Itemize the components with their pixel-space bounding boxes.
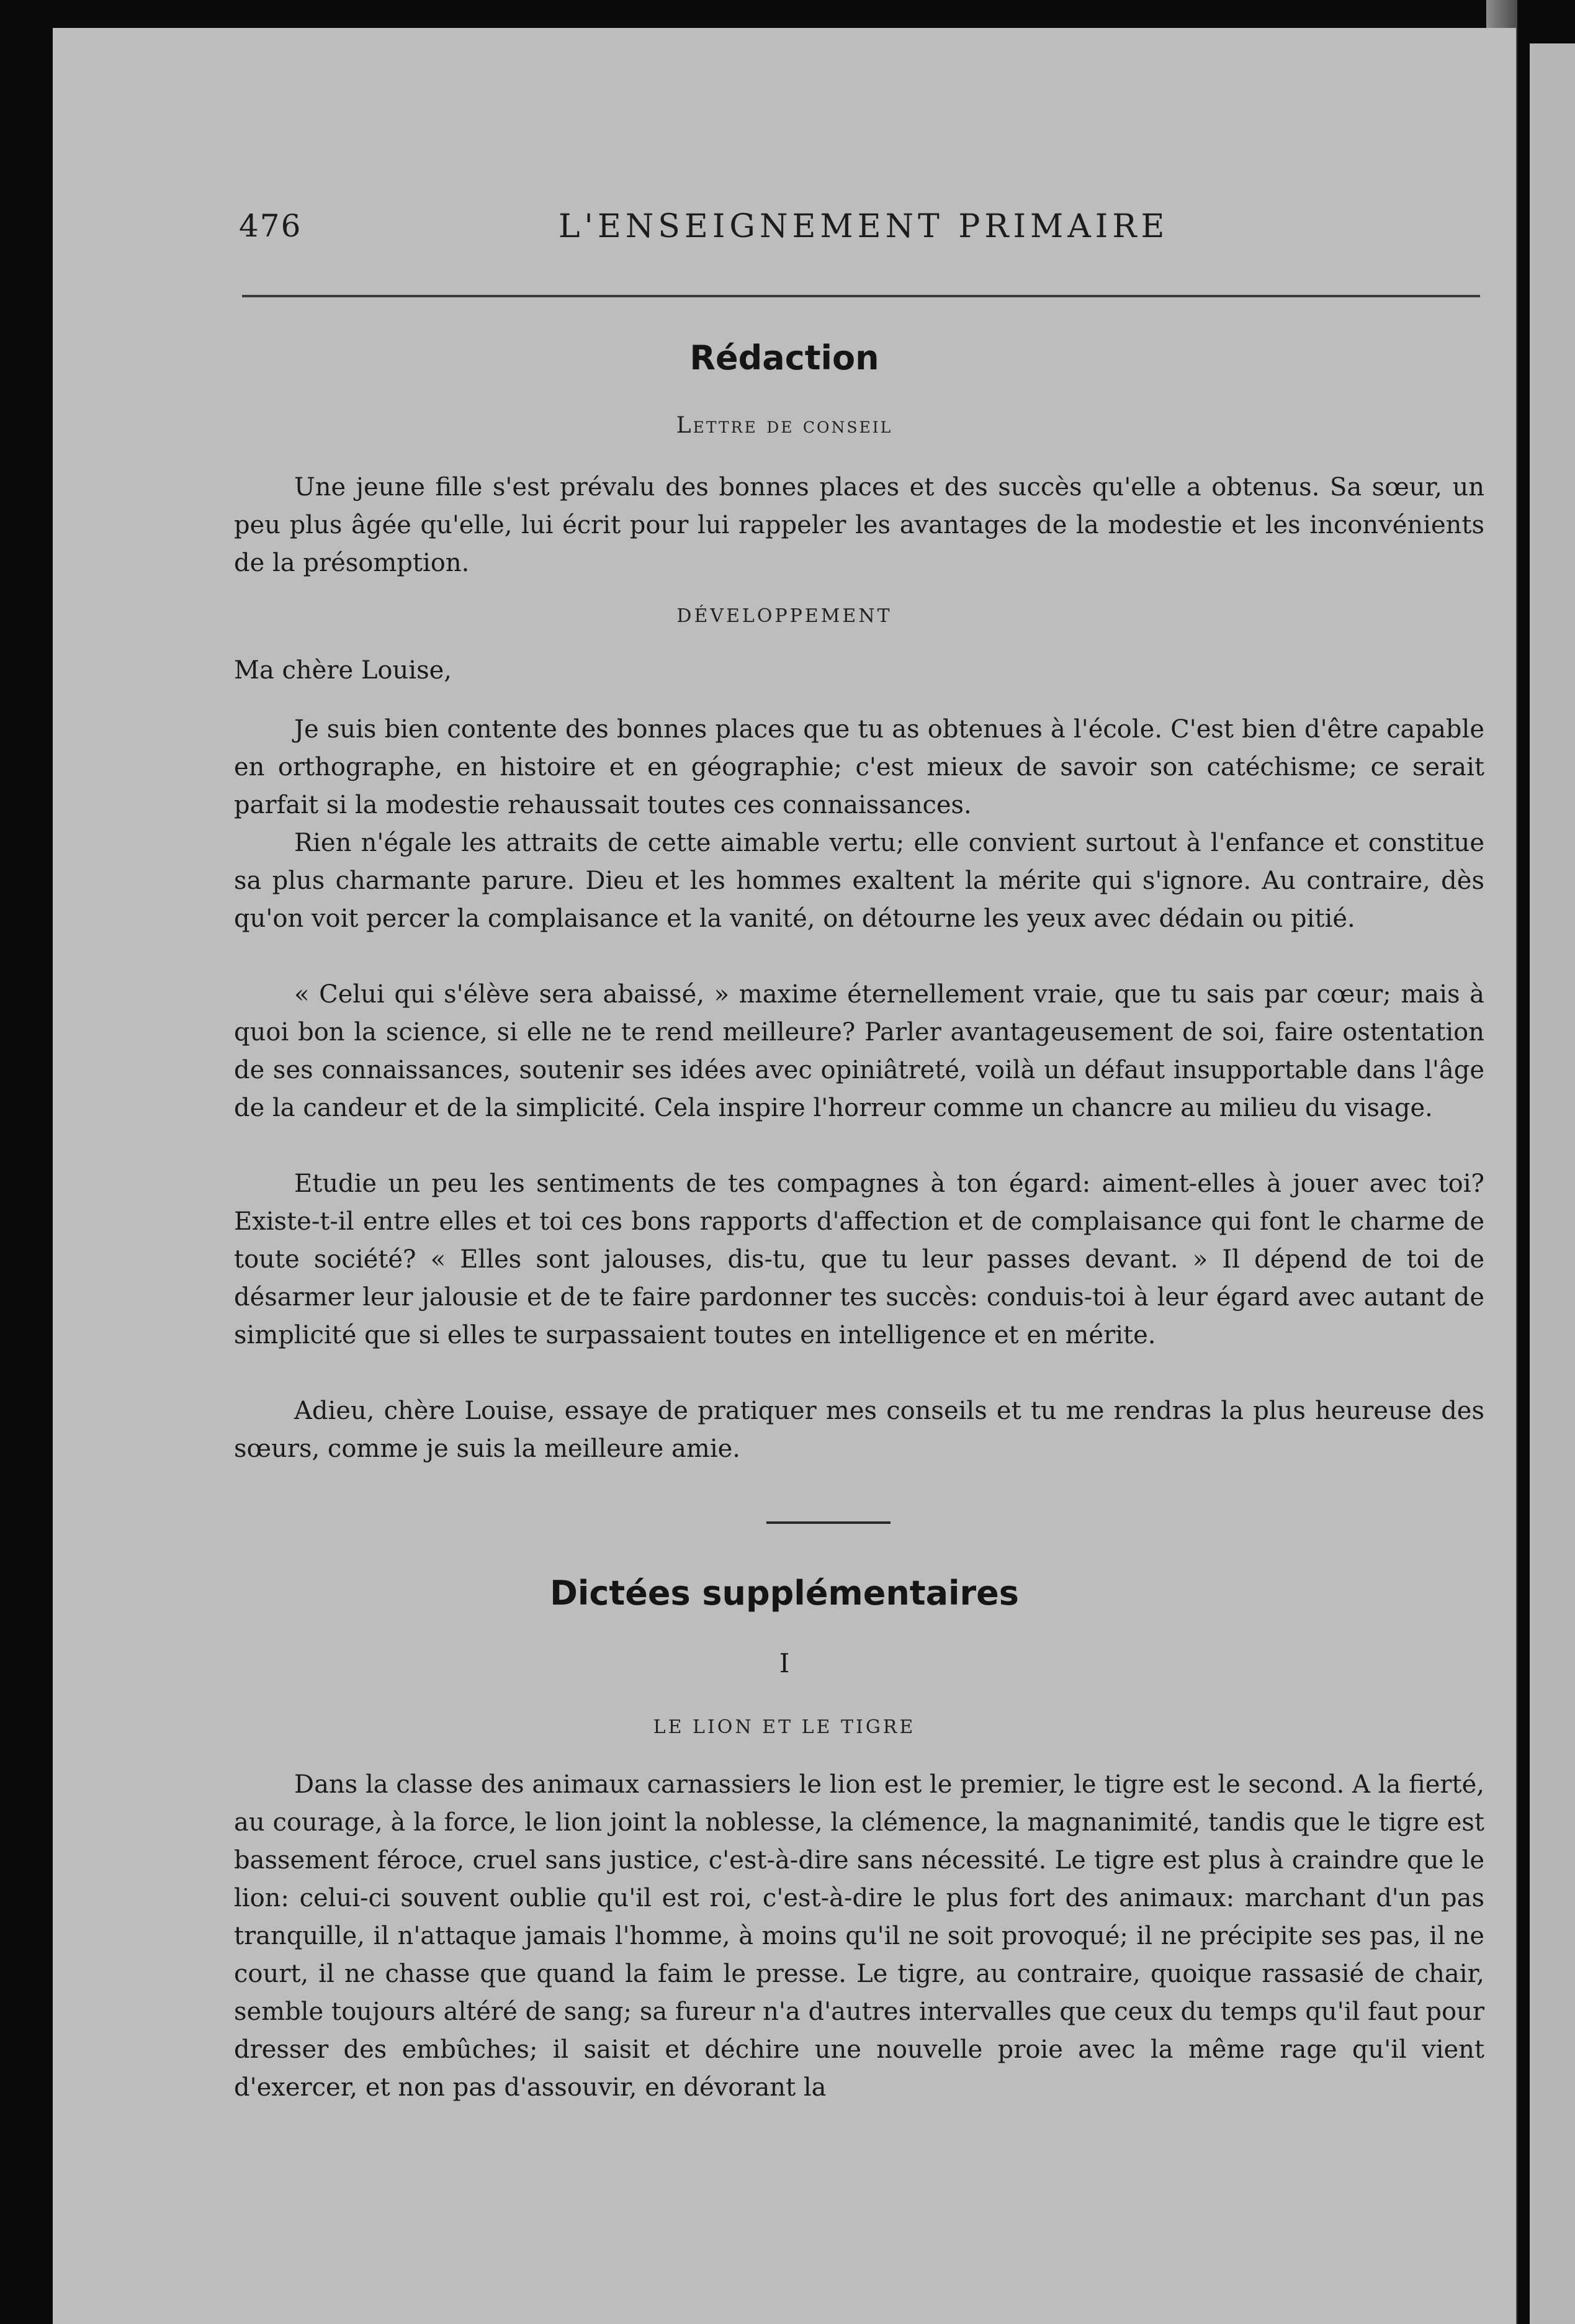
- page-number: 476: [239, 208, 302, 244]
- letter-paragraph-4: Etudie un peu les sentiments de tes compagnes à ton égard: aiment-elles à jouer avec toi? Existe-t-il entre elles et toi ces bons rapports d'affection et de complaisance qui font le charme de toute société? « Elles sont jalouses, dis-tu, que tu leur passes devant. » Il dépend de toi de désarmer leur jalousie et de te faire pardonner tes succès: conduis-toi à leur égard avec autant de simplicité que si elles te surpassaient toutes en intelligence et en mérite.: [234, 1169, 1484, 1349]
- dictees-title: Dictées supplémentaires: [550, 1574, 1019, 1613]
- adjacent-page-edge: [1530, 43, 1575, 2324]
- redaction-prompt: Une jeune fille s'est prévalu des bonnes places et des succès qu'elle a obtenus. Sa sœur, un peu plus âgée qu'elle, lui écrit pour lui rappeler les avantages de la modestie et les inconvénients de la présomption.: [234, 473, 1484, 577]
- redaction-subtitle: Lettre de conseil: [676, 413, 893, 438]
- running-title: L'ENSEIGNEMENT PRIMAIRE: [559, 208, 1169, 245]
- letter-paragraph-1: Je suis bien contente des bonnes places que tu as obtenues à l'école. C'est bien d'être capable en orthographe, en histoire et en géographie; c'est mieux de savoir son catéchisme; ce serait parfait si la modestie rehaussait toutes ces connaissances.: [234, 715, 1484, 819]
- header-rule: [242, 295, 1480, 297]
- section-divider: [766, 1521, 891, 1524]
- dictee-subtitle: LE LION ET LE TIGRE: [653, 1716, 916, 1738]
- letter-salutation: Ma chère Louise,: [234, 656, 452, 685]
- running-head: [53, 208, 1516, 258]
- dictee-number: I: [779, 1648, 790, 1678]
- letter-paragraph-3: « Celui qui s'élève sera abaissé, » maxime éternellement vraie, que tu sais par cœur; mais à quoi bon la science, si elle ne te rend meilleure? Parler avantageusement de soi, faire ostentation de ses connaissances, soutenir ses idées avec opiniâtreté, voilà un défaut insupportable dans l'âge de la candeur et de la simplicité. Cela inspire l'horreur comme un chancre au milieu du visage.: [234, 980, 1484, 1122]
- dictee-text: Dans la classe des animaux carnassiers le lion est le premier, le tigre est le second. A la fierté, au courage, à la force, le lion joint la noblesse, la clémence, la magnanimité, tandis que le tigre est bassement féroce, cruel sans justice, c'est-à-dire sans nécessité. Le tigre est plus à craindre que le lion: celui-ci souvent oublie qu'il est roi, c'est-à-dire le plus fort des animaux: marchant d'un pas tranquille, il n'attaque jamais l'homme, à moins qu'il ne soit provoqué; il ne précipite ses pas, il ne court, il ne chasse que quand la faim le presse. Le tigre, au contraire, quoique rassasié de chair, semble toujours altéré de sang; sa fureur n'a d'autres intervalles que ceux du temps qu'il faut pour dresser des embûches; il saisit et déchire une nouvelle proie avec la même rage qu'il vient d'exercer, et non pas d'assouvir, en dévorant la: [234, 1770, 1484, 2102]
- letter-paragraph-2: Rien n'égale les attraits de cette aimable vertu; elle convient surtout à l'enfance et constitue sa plus charmante parure. Dieu et les hommes exaltent la mérite qui s'ignore. Au contraire, dès qu'on voit percer la complaisance et la vanité, on détourne les yeux avec dédain ou pitié.: [234, 829, 1484, 933]
- book-page: [53, 28, 1516, 2324]
- redaction-title: Rédaction: [689, 338, 879, 377]
- letter-paragraph-5: Adieu, chère Louise, essaye de pratiquer mes conseils et tu me rendras la plus heureuse des sœurs, comme je suis la meilleure amie.: [234, 1397, 1484, 1463]
- development-label: DÉVELOPPEMENT: [676, 605, 892, 627]
